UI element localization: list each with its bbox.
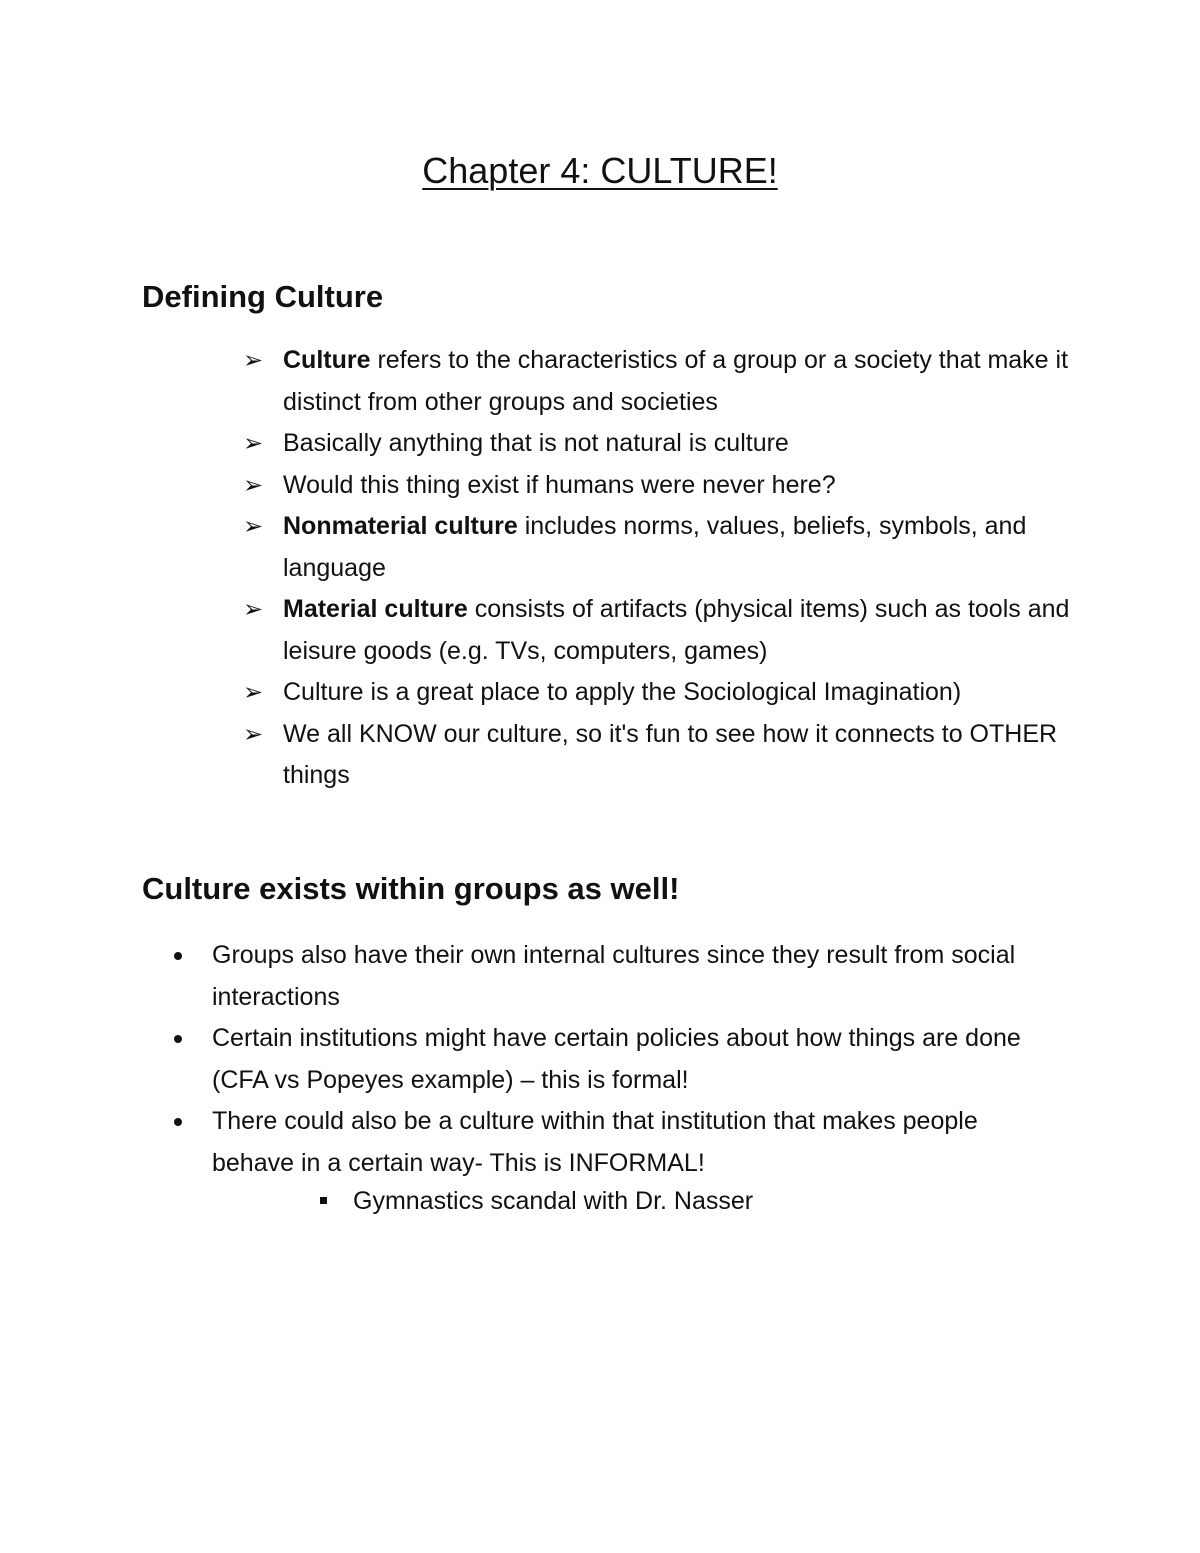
bold-term: Nonmaterial culture xyxy=(283,512,518,540)
round-bullet-icon xyxy=(174,1118,182,1126)
arrowhead-bullet-icon: ➢ xyxy=(243,513,264,540)
list-item xyxy=(170,935,1050,1018)
list-item xyxy=(170,1101,1050,1184)
arrowhead-bullet-icon: ➢ xyxy=(243,347,264,374)
item-text: refers to the characteristics of a group or a society that make it distinct from other groups and societies xyxy=(283,346,1069,416)
item-text: Would this thing exist if humans were never here? xyxy=(283,470,836,499)
item-text: Groups also have their own internal cultures since they result from social interactions xyxy=(212,941,1016,1011)
item-text: There could also be a culture within that institution that makes people behave in a certain way- This is INFORMAL! xyxy=(212,1107,978,1177)
list-item xyxy=(243,340,1073,423)
arrowhead-bullet-icon: ➢ xyxy=(243,471,264,499)
sub-item-text: Gymnastics scandal with Dr. Nasser xyxy=(353,1187,754,1215)
round-bullet-icon xyxy=(174,1035,182,1043)
bold-term: Culture xyxy=(283,346,371,374)
page-title: Chapter 4: CULTURE! xyxy=(422,150,778,191)
item-text: consists of artifacts (physical items) such as tools and leisure goods (e.g. TVs, computers, games) xyxy=(283,595,1070,665)
defining-culture-list xyxy=(243,340,1073,797)
arrowhead-bullet-icon: ➢ xyxy=(243,679,264,706)
section-heading-defining-culture: Defining Culture xyxy=(142,279,384,314)
item-text: Certain institutions might have certain policies about how things are done (CFA vs Popeyes example) – this is formal! xyxy=(212,1024,1021,1094)
culture-within-groups-list xyxy=(170,935,1050,1184)
arrowhead-bullet-icon: ➢ xyxy=(243,430,264,457)
list-item xyxy=(243,465,1073,507)
list-item xyxy=(243,672,1073,714)
item-text: includes norms, values, beliefs, symbols, and language xyxy=(283,512,1027,582)
list-item xyxy=(243,589,1073,672)
list-item xyxy=(170,1018,1050,1101)
sub-list-item xyxy=(320,1181,753,1223)
round-bullet-icon xyxy=(174,952,182,960)
bold-term: Material culture xyxy=(283,595,468,623)
item-text: We all KNOW our culture, so it's fun to see how it connects to OTHER things xyxy=(283,719,1058,789)
item-text: Basically anything that is not natural is culture xyxy=(283,429,789,457)
section-heading-culture-within-groups: Culture exists within groups as well! xyxy=(142,871,680,906)
list-item xyxy=(243,506,1073,589)
arrowhead-bullet-icon: ➢ xyxy=(243,720,264,748)
list-item xyxy=(243,714,1073,797)
square-bullet-icon xyxy=(320,1197,327,1204)
arrowhead-bullet-icon: ➢ xyxy=(243,596,264,623)
list-item xyxy=(243,423,1073,465)
item-text: Culture is a great place to apply the Sociological Imagination) xyxy=(283,678,962,706)
